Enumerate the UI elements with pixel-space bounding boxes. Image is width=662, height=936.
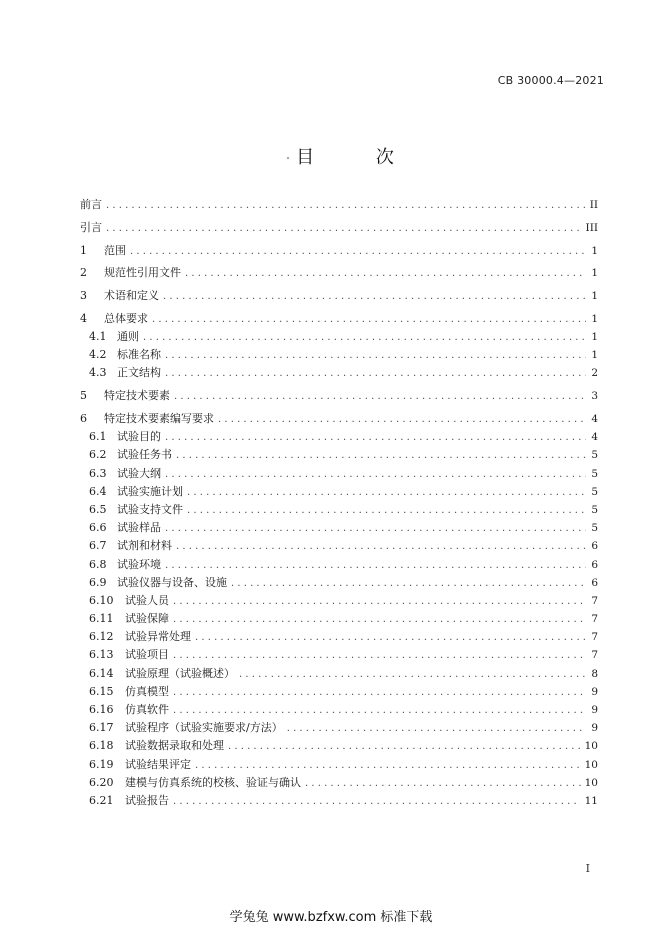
toc-entry-label: 试剂和材料 <box>117 539 172 553</box>
toc-entry[interactable] <box>80 774 598 792</box>
toc-entry[interactable] <box>80 219 598 237</box>
toc-dot-leader <box>165 429 586 447</box>
toc-dot-leader <box>195 629 586 647</box>
toc-entry-label: 试验大纲 <box>117 466 161 480</box>
toc-entry-page: 1 <box>591 290 598 303</box>
toc-entry-number: 6.20 <box>89 775 114 789</box>
toc-entry[interactable] <box>80 665 598 683</box>
toc-entry-label: 试验环境 <box>117 557 161 571</box>
page-number: I <box>585 862 590 875</box>
toc-entry-label: 试验程序（试验实施要求/方法） <box>125 721 283 735</box>
toc-entry-number: 6.13 <box>89 648 114 662</box>
toc-entry-label: 试验异常处理 <box>125 630 191 644</box>
toc-entry[interactable] <box>80 756 598 774</box>
toc-entry-number: 6.11 <box>89 612 114 626</box>
toc-dot-leader <box>187 502 586 520</box>
toc-entry-label: 建模与仿真系统的校核、验证与确认 <box>125 775 301 789</box>
toc-entry-page: 6 <box>591 540 598 553</box>
toc-entry-number: 6.5 <box>89 502 107 516</box>
toc-entry-number: 2 <box>80 266 87 280</box>
toc-entry-label: 试验数据录取和处理 <box>125 739 224 753</box>
toc-dot-leader <box>165 557 586 575</box>
toc-entry-page: 4 <box>591 413 598 426</box>
toc-entry[interactable] <box>80 519 598 537</box>
toc-entry-label: 规范性引用文件 <box>104 266 181 280</box>
toc-entry-number: 6.2 <box>89 448 107 462</box>
toc-entry-page: 10 <box>584 776 598 789</box>
toc-dot-leader <box>228 738 581 756</box>
toc-dot-leader <box>165 520 586 538</box>
toc-entry-page: 5 <box>591 485 598 498</box>
toc-entry-page: 9 <box>591 722 598 735</box>
toc-dot-leader <box>165 347 586 365</box>
toc-dot-leader <box>143 329 586 347</box>
toc-entry-page: 10 <box>584 740 598 753</box>
toc-dot-leader <box>176 538 586 556</box>
toc-entry[interactable] <box>80 574 598 592</box>
table-of-contents <box>80 196 598 810</box>
toc-dot-leader <box>305 775 581 793</box>
toc-entry[interactable] <box>80 465 598 483</box>
toc-dot-leader <box>152 311 586 329</box>
toc-entry-number: 6.10 <box>89 593 114 607</box>
toc-entry-page: 7 <box>591 631 598 644</box>
toc-entry-label: 试验人员 <box>125 593 169 607</box>
toc-dot-leader <box>173 593 586 611</box>
toc-entry-label: 术语和定义 <box>104 289 159 303</box>
toc-dot-leader <box>173 702 586 720</box>
toc-dot-leader <box>165 466 586 484</box>
toc-entry-number: 6 <box>80 412 87 426</box>
toc-entry-number: 6.3 <box>89 466 107 480</box>
toc-dot-leader <box>163 288 586 306</box>
toc-entry[interactable] <box>80 701 598 719</box>
toc-entry-label: 试验仪器与设备、设施 <box>117 575 227 589</box>
toc-entry-label: 标准名称 <box>117 348 161 362</box>
toc-entry-label: 仿真软件 <box>125 703 169 717</box>
toc-entry-number: 6.8 <box>89 557 107 571</box>
toc-entry-number: 6.16 <box>89 703 114 717</box>
toc-entry[interactable] <box>80 446 598 464</box>
toc-entry-number: 4 <box>80 311 87 325</box>
toc-entry-label: 特定技术要素编写要求 <box>104 412 214 426</box>
toc-entry[interactable] <box>80 556 598 574</box>
toc-entry[interactable] <box>80 264 598 282</box>
toc-entry-number: 6.6 <box>89 521 107 535</box>
toc-entry-number: 1 <box>80 243 87 257</box>
toc-entry[interactable] <box>80 646 598 664</box>
toc-entry[interactable] <box>80 242 598 260</box>
toc-entry-label: 试验结果评定 <box>125 757 191 771</box>
toc-entry[interactable] <box>80 792 598 810</box>
toc-entry-label: 正文结构 <box>117 366 161 380</box>
toc-entry-page: 6 <box>591 558 598 571</box>
toc-entry-page: 7 <box>591 649 598 662</box>
toc-dot-leader <box>231 575 586 593</box>
toc-entry[interactable] <box>80 196 598 214</box>
toc-entry-label: 试验实施计划 <box>117 484 183 498</box>
toc-entry-page: II <box>589 199 598 211</box>
toc-entry-label: 试验原理（试验概述） <box>125 666 235 680</box>
footer-watermark: 学兔兔 www.bzfxw.com 标准下载 <box>229 910 433 925</box>
toc-entry-number: 6.12 <box>89 630 114 644</box>
toc-entry[interactable] <box>80 628 598 646</box>
toc-entry-page: 5 <box>591 449 598 462</box>
toc-dot-leader <box>187 484 586 502</box>
toc-entry-page: 1 <box>591 349 598 362</box>
toc-entry-number: 4.3 <box>89 366 107 380</box>
toc-dot-leader <box>173 684 586 702</box>
toc-entry-label: 试验报告 <box>125 793 169 807</box>
toc-dot-leader <box>173 611 586 629</box>
toc-entry-number: 6.1 <box>89 430 107 444</box>
toc-dot-leader <box>173 647 586 665</box>
toc-dot-leader <box>185 265 586 283</box>
toc-entry-label: 通则 <box>117 330 139 344</box>
toc-dot-leader <box>106 197 586 215</box>
toc-entry-number: 6.14 <box>89 666 114 680</box>
toc-entry[interactable] <box>80 346 598 364</box>
toc-entry-label: 试验支持文件 <box>117 502 183 516</box>
toc-entry-number: 3 <box>80 289 87 303</box>
toc-entry-number: 6.7 <box>89 539 107 553</box>
toc-entry-page: 5 <box>591 522 598 535</box>
toc-entry[interactable] <box>80 287 598 305</box>
toc-entry-label: 总体要求 <box>104 311 148 325</box>
toc-entry-page: 2 <box>591 367 598 380</box>
toc-entry-number: 6.21 <box>89 793 114 807</box>
toc-dot-leader <box>173 793 581 811</box>
toc-entry[interactable] <box>80 610 598 628</box>
toc-entry-number: 6.4 <box>89 484 107 498</box>
toc-entry-page: 4 <box>591 431 598 444</box>
toc-entry-page: 1 <box>591 244 598 257</box>
toc-entry[interactable] <box>80 428 598 446</box>
toc-entry-page: 1 <box>591 312 598 325</box>
toc-entry-page: 7 <box>591 613 598 626</box>
toc-entry-number: 4.1 <box>89 330 107 344</box>
toc-entry-page: 9 <box>591 704 598 717</box>
toc-entry[interactable] <box>80 683 598 701</box>
toc-dot-leader <box>195 757 581 775</box>
toc-entry-number: 4.2 <box>89 348 107 362</box>
toc-entry-label: 试验保障 <box>125 612 169 626</box>
toc-dot-leader <box>165 365 586 383</box>
toc-entry-page: 7 <box>591 594 598 607</box>
toc-entry[interactable] <box>80 537 598 555</box>
toc-entry[interactable] <box>80 592 598 610</box>
toc-entry-page: 6 <box>591 576 598 589</box>
standard-code: CB 30000.4—2021 <box>497 74 604 87</box>
toc-entry[interactable] <box>80 387 598 405</box>
toc-entry-page: 1 <box>591 267 598 280</box>
toc-entry[interactable] <box>80 483 598 501</box>
toc-entry-label: 特定技术要素 <box>104 389 170 403</box>
toc-entry-page: 1 <box>591 331 598 344</box>
toc-entry-label: 试验任务书 <box>117 448 172 462</box>
toc-entry-number: 6.17 <box>89 721 114 735</box>
toc-entry-page: 9 <box>591 685 598 698</box>
toc-entry-label: 试验项目 <box>125 648 169 662</box>
toc-entry[interactable] <box>80 328 598 346</box>
toc-entry[interactable] <box>80 310 598 328</box>
toc-entry-number: 5 <box>80 389 87 403</box>
toc-entry[interactable] <box>80 719 598 737</box>
toc-entry-page: III <box>585 221 598 234</box>
toc-entry-number: 6.9 <box>89 575 107 589</box>
toc-entry-label: 范围 <box>104 243 126 257</box>
toc-entry[interactable] <box>80 501 598 519</box>
toc-entry[interactable] <box>80 737 598 755</box>
toc-entry-page: 3 <box>591 390 598 403</box>
toc-dot-leader <box>287 720 586 738</box>
toc-entry-page: 5 <box>591 503 598 516</box>
toc-dot-leader <box>106 220 582 238</box>
toc-entry-page: 5 <box>591 467 598 480</box>
toc-entry-label: 仿真模型 <box>125 684 169 698</box>
toc-dot-leader <box>176 447 586 465</box>
toc-entry-number: 6.15 <box>89 684 114 698</box>
page-title: 目 次 <box>296 147 422 168</box>
toc-entry-label: 试验样品 <box>117 521 161 535</box>
toc-entry-page: 11 <box>584 794 598 807</box>
toc-dot-leader <box>239 666 586 684</box>
toc-entry-number: 6.18 <box>89 739 114 753</box>
toc-entry-label: 引言 <box>80 220 102 234</box>
toc-entry-page: 10 <box>584 758 598 771</box>
toc-entry-page: 8 <box>591 667 598 680</box>
toc-entry[interactable] <box>80 410 598 428</box>
toc-dot-leader <box>130 243 586 261</box>
toc-entry[interactable] <box>80 364 598 382</box>
toc-dot-leader <box>174 388 586 406</box>
toc-entry-label: 前言 <box>80 198 102 211</box>
toc-entry-number: 6.19 <box>89 757 114 771</box>
toc-dot-leader <box>218 411 586 429</box>
toc-entry-label: 试验目的 <box>117 430 161 444</box>
